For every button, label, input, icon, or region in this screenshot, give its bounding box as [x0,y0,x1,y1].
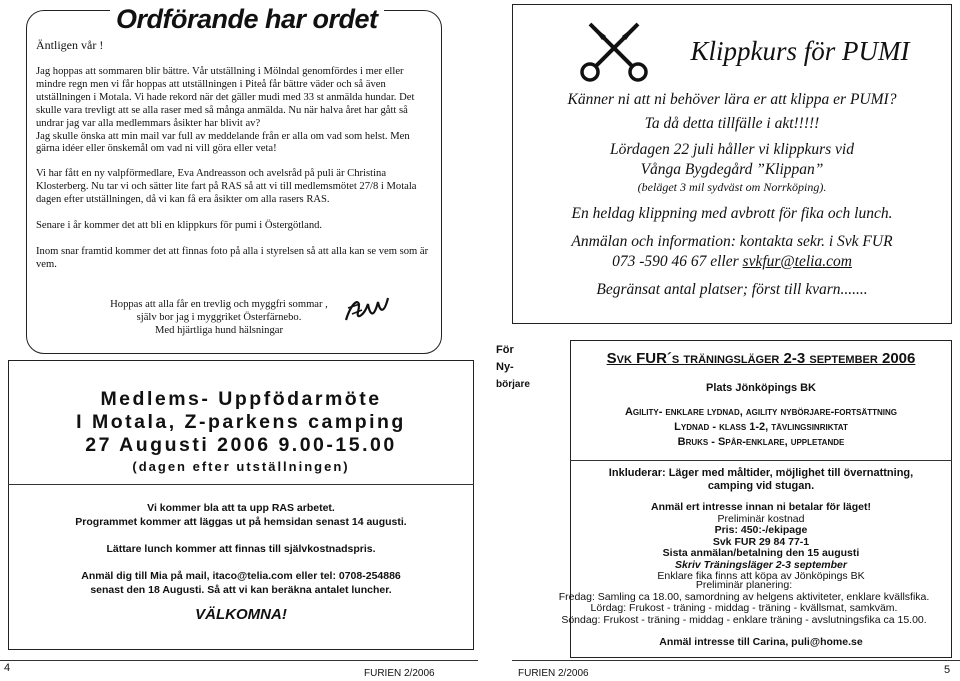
klippkurs-line: En heldag klippning med avbrott för fika och lunch. [571,205,893,222]
klippkurs-line: Anmälan och information: kontakta sekr. i Svk FUR [571,233,893,250]
camp-divider [570,460,952,461]
closing-block [84,298,354,337]
meeting-title-line: I Motala, Z-parkens camping [76,411,406,433]
camp-course-lydnad: Lydnad - klass 1-2, tävlingsinriktat [674,421,848,433]
chairman-text [36,66,432,272]
chairman-paragraph: Senare i år kommer det att bli en klippkurs för pumi i Östergötland. [36,220,323,232]
signature-drawing [342,290,390,328]
right-issue-label: FURIEN 2/2006 [518,668,589,679]
meeting-info [8,501,474,529]
meeting-divider [8,484,474,485]
meeting-subtitle: (dagen efter utställningen) [132,459,350,474]
camp-pricing-italic: Skriv Träningsläger 2-3 september [675,558,847,571]
camp-title: Svk FUR´s träningsläger 2-3 september 2006 [606,350,916,367]
left-issue-label: FURIEN 2/2006 [364,668,435,679]
camp-pricing-line: Anmäl ert intresse innan ni betalar för läget! [651,501,871,513]
klippkurs-line: Vånga Bygdegård ”Klippan” [640,161,824,178]
camp-course-bruks: Bruks - Spår-enklare, uppletande [677,436,845,448]
klippkurs-phone-line [512,252,952,272]
meeting-title-line: Medlems- Uppfödarmöte [100,388,382,410]
camp-course-agility: Agility- enklare lydnad, agility nybörjare-fortsättning [624,406,898,418]
klippkurs-limited: Begränsat antal platser; först till kvarn....... [596,281,868,298]
closing-line: själv bor jag i myggriket Österfärnebo. [136,312,302,323]
greeting: Äntligen vår ! [36,38,104,52]
camp-kiosk: Enklare fika finns att köpa av Jönköpings BK [657,570,865,582]
chairman-paragraph: Jag hoppas att sommaren blir bättre. Vår utställning i Mölndal genomfördes i mer eller mindre regn men vi får hoppas att utställningen i Piteå får bättre väder och så även utställningen i Motala. Vi hade rekord när det gäller mudi med 33 st anmälda hundar. Det skulle vara trevligt att se alla raser med så många anmälda. Nu när halva året har gått så undrar jag var alla medlemmars åsikter har blivit av? [36,66,415,129]
klippkurs-title: Klippkurs för PUMI [690,36,910,66]
signature [342,290,390,328]
beginner-label-line: Ny- [496,361,514,373]
beginner-label-line: För [496,344,514,356]
closing-line: Hoppas att alla får en trevlig och myggfri sommar , [110,299,328,310]
camp-pricing-line: Sista anmälan/betalning den 15 augusti [662,547,860,560]
meeting-title-line: 27 Augusti 2006 9.00-15.00 [85,434,397,456]
chairman-paragraph: Vi har fått en ny valpförmedlare, Eva Andreasson och avelsråd på puli är Christina Klosterberg. Nu tar vi och sätter lite fart på RAS så att vi till medlemsmötet 27/8 i Motala dagen efter utställningen, då vi kan få era åsikter om alla rasers RAS. [36,168,417,206]
meeting-title [8,388,474,457]
right-page-number: 5 [944,664,951,676]
meeting-contact-line: senast den 18 Augusti. Så att vi kan beräkna antalet luncher. [90,584,392,596]
klippkurs-email-link[interactable]: svkfur@telia.com [742,253,852,270]
meeting-welcome: VÄLKOMNA! [195,606,287,623]
meeting-info-line: Vi kommer bla att ta upp RAS arbetet. [147,502,335,514]
closing-line: Med hjärtliga hund hälsningar [155,325,283,336]
scissors-drawing [580,14,648,82]
meeting-lunch: Lättare lunch kommer att finnas till självkostnadspris. [106,543,376,555]
camp-schedule-line: Lördag: Frukost - träning - middag - träning - kvällsmat, samkväm. [590,602,898,615]
scissors-icon [580,14,648,82]
klippkurs-phone: 073 -590 46 67 eller [612,253,743,270]
chairman-paragraph: Jag skulle önska att min mail var full av meddelande från er alla om vad som helst. Men gärna idéer eller önskemål om vad ni vill göra eller veta! [36,130,410,155]
chairman-paragraph: Inom snar framtid kommer det att finnas foto på alla i styrelsen så att alla kan se vem som är vem. [36,245,429,270]
camp-schedule-line: Söndag: Frukost - träning - middag - enklare träning - avslutningsfika ca 15.00. [561,614,927,627]
meeting-info-line: Programmet kommer att läggas ut på hemsidan senast 14 augusti. [75,516,407,528]
right-footer-rule [512,660,960,661]
klippkurs-text [512,90,952,300]
beginner-label-line: börjare [496,379,530,390]
camp-courses [570,405,952,450]
chairman-heading: Ordförande har ordet [110,4,384,35]
camp-schedule-line: Fredag: Samling ca 18.00, samordning av helgens aktiviteter, enklare kvällsfika. [558,590,930,603]
meeting-contact [8,569,474,597]
camp-pricing-line: Preliminär kostnad [717,512,805,525]
camp-schedule [536,580,952,627]
meeting-contact-line: Anmäl dig till Mia på mail, itaco@telia.com eller tel: 0708-254886 [81,570,401,582]
klippkurs-line: Lördagen 22 juli håller vi klippkurs vid [610,141,854,158]
camp-pricing [570,502,952,572]
camp-included-line: camping vid stugan. [707,480,815,492]
beginner-label [496,342,530,393]
left-footer-rule [0,660,478,661]
camp-included-line: Inkluderar: Läger med måltider, möjlighet till övernattning, [608,467,914,479]
camp-pricing-line: Pris: 450:-/ekipage [714,524,808,537]
camp-contact: Anmäl intresse till Carina, puli@home.se [659,636,863,648]
left-page-number: 4 [4,662,11,674]
camp-included [570,467,952,493]
klippkurs-location-note: (beläget 3 mil sydväst om Norrköping). [637,180,827,194]
camp-place: Plats Jönköpings BK [705,382,817,394]
camp-pricing-line: Svk FUR 29 84 77-1 [712,535,810,548]
klippkurs-line: Ta då detta tillfälle i akt!!!!! [644,115,820,132]
camp-schedule-line: Preliminär planering: [695,579,793,591]
klippkurs-line: Känner ni att ni behöver lära er att klippa er PUMI? [567,91,897,108]
